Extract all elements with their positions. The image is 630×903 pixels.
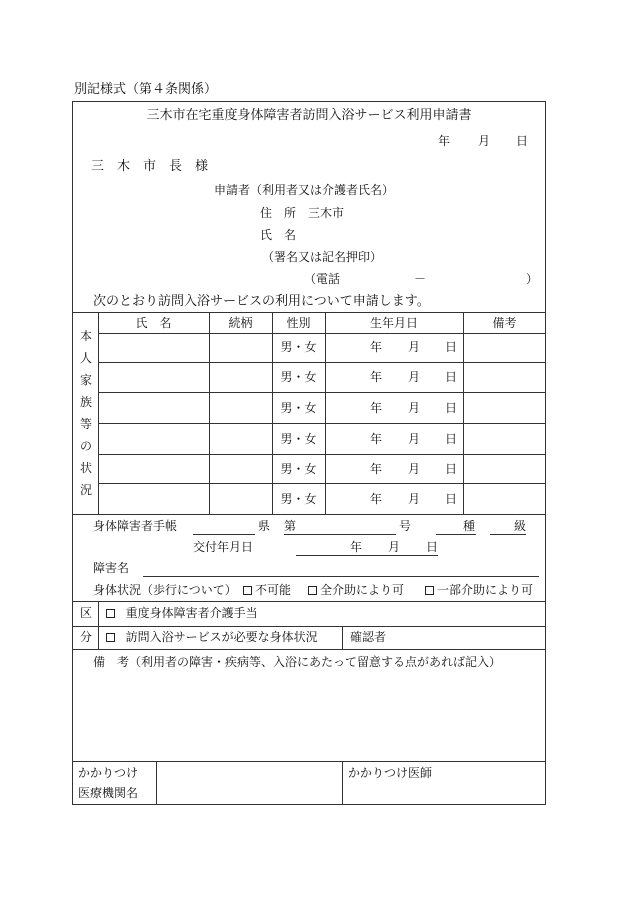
sex-cell: 男・女 (280, 340, 317, 354)
classification-label-1: 区 (79, 606, 92, 620)
institution-label-2: 医療機関名 (78, 786, 139, 800)
disability-name-line (143, 576, 539, 577)
doctor-label: かかりつけ医師 (348, 766, 433, 780)
form-reference: 別記様式（第４条関係） (74, 82, 218, 97)
addressee: 三 木 市 長 様 (91, 159, 209, 174)
status-option-impossible[interactable]: 不可能 (243, 584, 291, 596)
date-day: 日 (516, 134, 529, 148)
address-label: 住 所 (260, 206, 297, 220)
status-option-full-assist[interactable]: 全介助により可 (308, 584, 404, 596)
classification-label-2: 分 (79, 630, 92, 644)
phone-dash: － (414, 272, 427, 286)
checkbox-icon (106, 609, 115, 618)
header-relation: 続柄 (228, 316, 253, 330)
remarks-label: 備 考（利用者の障害・疾病等、入浴にあたって留意する点があれば記入） (93, 655, 502, 669)
address-value: 三木市 (308, 206, 345, 220)
sex-cell: 男・女 (280, 432, 317, 446)
institution-label-1: かかりつけ (78, 766, 139, 780)
disability-name-label: 障害名 (93, 561, 130, 575)
classification-item-care-allowance[interactable]: 重度身体障害者介護手当 (106, 607, 258, 619)
issue-date-label: 交付年月日 (193, 540, 254, 554)
header-birthdate: 生年月日 (369, 316, 418, 330)
handbook-type: 種 (463, 519, 476, 533)
handbook-number-prefix: 第 (284, 519, 297, 533)
classification-item-bathing-need[interactable]: 訪問入浴サービスが必要な身体状況 (106, 631, 318, 643)
handbook-prefecture: 県 (258, 519, 271, 533)
form-title: 三木市在宅重度身体障害者訪問入浴サービス利用申請書 (146, 108, 472, 123)
header-name: 氏 名 (135, 316, 172, 330)
date-month: 月 (478, 134, 491, 148)
status-option-partial-assist[interactable]: 一部介助により可 (425, 584, 533, 596)
checkbox-icon (308, 586, 317, 595)
application-form-page: 別記様式（第４条関係） 三木市在宅重度身体障害者訪問入浴サービス利用申請書 年 月 日 三 木 市 長 様 申請者（利用者又は介護者氏名） 住 所 三木市 氏 名 （署名又は記名押印） （電話 － ） 次のとおり訪問入浴サービスの利用について申請します。 本 人 家 族 等 の 状 況 氏 名 続柄 性別 生年月日 備考 男・女 年 月 日 男・女 年 月 日 男・女 年 月 日 男・女 年 月 日 男・女 年 月 日 男・女 年 月 日 身体障害者手帳 県 第 号 種 級 交付年月日 年 月 日 障害名 身体状況（歩行について） 不可能 全介助により可 一部介助により可 区 分 重度身体障害者介護手当 訪問入浴サービスが必要な身体状況 確認者 備 考（利用者の障害・疾病等、入浴にあたって留意する点があれば記入） かかりつけ 医療機関名 かかりつけ医師 (0, 0, 630, 903)
applicant-heading: 申請者（利用者又は介護者氏名） (214, 183, 395, 197)
sex-cell: 男・女 (280, 370, 317, 384)
header-sex: 性別 (286, 316, 311, 330)
checkbox-icon (106, 633, 115, 642)
checkbox-icon (243, 586, 252, 595)
table-bottom-rule (72, 514, 546, 515)
phone-close: ） (526, 272, 539, 286)
signature-note: （署名又は記名押印） (262, 250, 383, 264)
confirmer-label: 確認者 (350, 630, 387, 644)
name-label: 氏 名 (260, 228, 297, 242)
checkbox-icon (425, 586, 434, 595)
walking-status-label: 身体状況（歩行について） (93, 583, 237, 597)
phone-label: （電話 (304, 272, 341, 286)
table-top-rule (72, 312, 546, 313)
handbook-number-suffix: 号 (399, 519, 412, 533)
sex-cell: 男・女 (280, 401, 317, 415)
sex-cell: 男・女 (280, 462, 317, 476)
handbook-label: 身体障害者手帳 (93, 519, 178, 533)
handbook-grade: 級 (514, 519, 527, 533)
intro-text: 次のとおり訪問入浴サービスの利用について申請します。 (93, 294, 430, 309)
header-remarks: 備考 (492, 316, 517, 330)
date-year: 年 (438, 134, 451, 148)
sex-cell: 男・女 (280, 492, 317, 506)
